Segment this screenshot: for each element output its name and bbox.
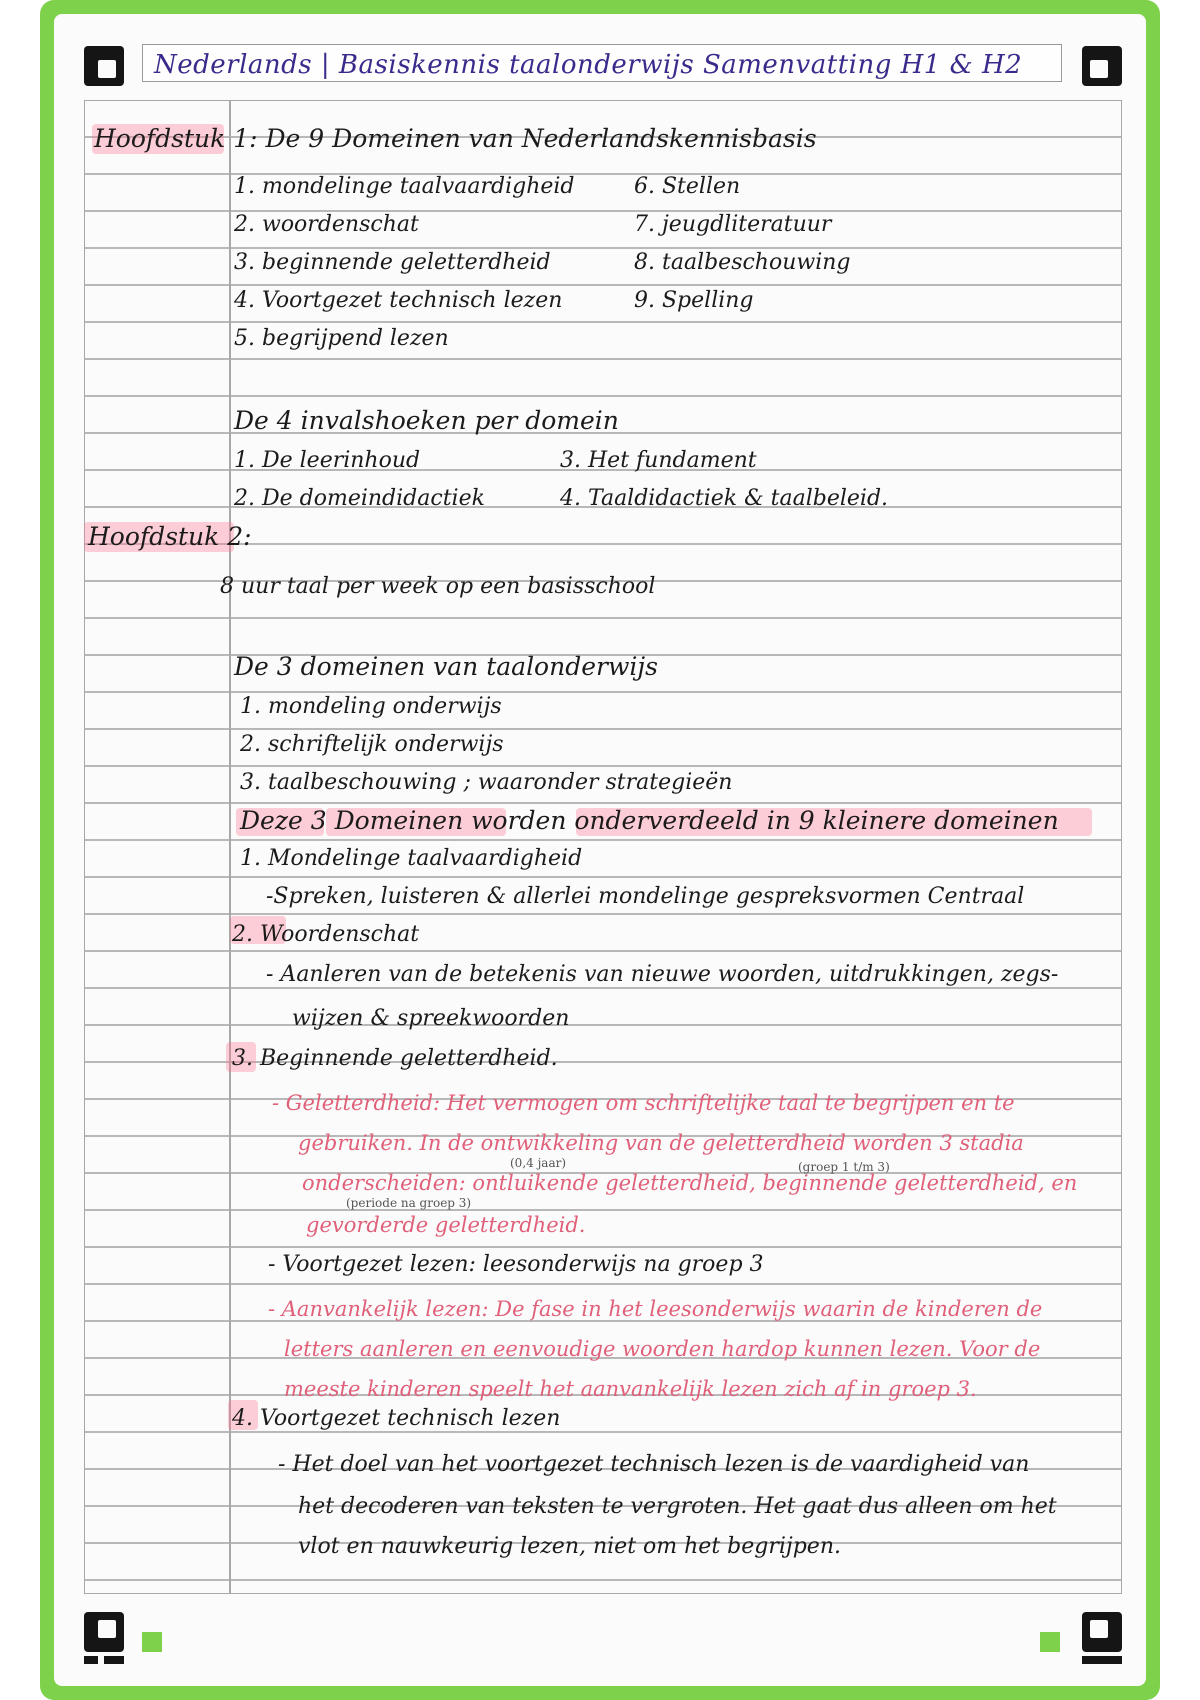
- domain-item: 1. mondelinge taalvaardigheid: [234, 174, 575, 199]
- corner-marker-icon: [1082, 1612, 1122, 1652]
- sub-domain-text: - Het doel van het voortgezet technisch lezen is de vaardigheid van: [278, 1452, 1030, 1477]
- chapter2-heading: Hoofdstuk 2:: [88, 522, 252, 551]
- domain-item: 6. Stellen: [634, 174, 741, 199]
- domain-item: 3. beginnende geletterdheid: [234, 250, 551, 275]
- marker-dash: [84, 1656, 98, 1664]
- marker-dash: [1082, 1656, 1122, 1664]
- sub-domain-title: 2. Woordenschat: [232, 922, 420, 947]
- sub-domain-text: vlot en nauwkeurig lezen, niet om het begrijpen.: [298, 1534, 841, 1559]
- annotation: (groep 1 t/m 3): [798, 1160, 890, 1174]
- definition-text: meeste kinderen speelt het aanvankelijk lezen zich af in groep 3.: [284, 1377, 977, 1401]
- domain-item: 8. taalbeschouwing: [634, 250, 851, 275]
- voortgezet-lezen-note: - Voortgezet lezen: leesonderwijs na groep 3: [268, 1252, 764, 1277]
- margin-line: [229, 100, 231, 1594]
- three-domain-item: 3. taalbeschouwing ; waaronder strategieën: [240, 770, 733, 795]
- sub-domain-text: het decoderen van teksten te vergroten. Het gaat dus alleen om het: [298, 1494, 1057, 1519]
- definition-text: - Aanvankelijk lezen: De fase in het leesonderwijs waarin de kinderen de: [268, 1297, 1043, 1321]
- chapter1-heading: Hoofdstuk 1: De 9 Domeinen van Nederlandskennisbasis: [94, 124, 817, 153]
- corner-marker-icon: [1082, 46, 1122, 86]
- page-title: Nederlands | Basiskennis taalonderwijs Samenvatting H1 & H2: [154, 50, 1023, 80]
- sub-domain-title: 3. Beginnende geletterdheid.: [232, 1046, 558, 1071]
- definition-text: - Geletterdheid: Het vermogen om schriftelijke taal te begrijpen en te: [272, 1091, 1015, 1115]
- marker-dash: [104, 1656, 124, 1664]
- sub-domain-text: - Aanleren van de betekenis van nieuwe woorden, uitdrukkingen, zegs-: [266, 962, 1059, 987]
- corner-marker-icon: [84, 46, 124, 86]
- three-domain-item: 1. mondeling onderwijs: [240, 694, 502, 719]
- split-note: Deze 3 Domeinen worden onderverdeeld in 9 kleinere domeinen: [240, 806, 1059, 835]
- invalshoek-item: 4. Taaldidactiek & taalbeleid.: [560, 486, 889, 511]
- sub-domain-title: 4. Voortgezet technisch lezen: [232, 1406, 561, 1431]
- three-domain-item: 2. schriftelijk onderwijs: [240, 732, 504, 757]
- definition-text: gebruiken. In de ontwikkeling van de geletterdheid worden 3 stadia: [298, 1131, 1024, 1155]
- annotation: (0,4 jaar): [510, 1156, 567, 1170]
- definition-text: onderscheiden: ontluikende geletterdheid, beginnende geletterdheid, en: [302, 1171, 1078, 1195]
- domain-item: 4. Voortgezet technisch lezen: [234, 288, 563, 313]
- green-square-icon: [142, 1632, 162, 1652]
- corner-marker-icon: [84, 1612, 124, 1652]
- sub-domain-text: wijzen & spreekwoorden: [292, 1006, 570, 1031]
- domain-item: 5. begrijpend lezen: [234, 326, 449, 351]
- invalshoek-item: 1. De leerinhoud: [234, 448, 421, 473]
- domain-item: 2. woordenschat: [234, 212, 419, 237]
- sub-domain-text: -Spreken, luisteren & allerlei mondelinge gespreksvormen Centraal: [266, 884, 1025, 909]
- definition-text: gevorderde geletterdheid.: [306, 1213, 586, 1237]
- green-square-icon: [1040, 1632, 1060, 1652]
- sub-domain-title: 1. Mondelinge taalvaardigheid: [240, 846, 583, 871]
- invalshoek-item: 3. Het fundament: [560, 448, 757, 473]
- invalshoek-item: 2. De domeindidactiek: [234, 486, 485, 511]
- invalshoeken-title: De 4 invalshoeken per domein: [234, 406, 619, 435]
- definition-text: letters aanleren en eenvoudige woorden hardop kunnen lezen. Voor de: [284, 1337, 1041, 1361]
- hours-note: 8 uur taal per week op een basisschool: [220, 574, 656, 599]
- domain-item: 9. Spelling: [634, 288, 754, 313]
- three-domains-title: De 3 domeinen van taalonderwijs: [234, 652, 658, 681]
- annotation: (periode na groep 3): [346, 1196, 472, 1210]
- domain-item: 7. jeugdliteratuur: [634, 212, 832, 237]
